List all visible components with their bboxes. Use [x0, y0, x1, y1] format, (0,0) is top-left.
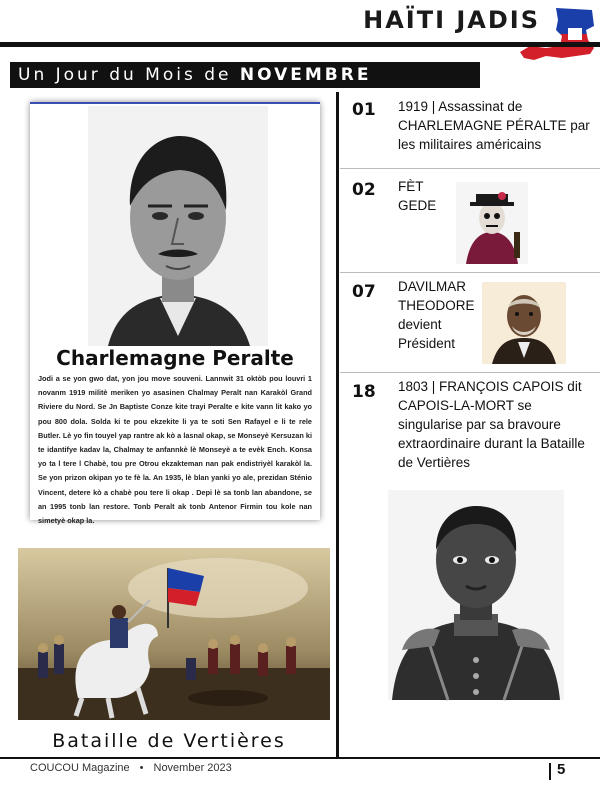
event-separator: [340, 372, 600, 373]
article-title: Charlemagne Peralte: [56, 346, 294, 370]
event-text-07: DAVILMAR THEODORE devient Président: [398, 279, 475, 351]
event-text-01: 1919 | Assassinat de CHARLEMAGNE PÉRALTE par les militaires américains: [398, 99, 590, 152]
peralte-portrait-image: [88, 106, 268, 346]
page-number: 5: [557, 761, 566, 778]
footer-issue: November 2023: [153, 762, 232, 774]
column-divider: [336, 92, 339, 758]
banner-month: NOVEMBRE: [239, 65, 372, 85]
footer-magazine: COUCOU Magazine: [30, 762, 130, 774]
davilmar-theodore-portrait: [482, 282, 566, 364]
francois-capois-portrait: [388, 490, 564, 700]
footer-rule: [0, 757, 600, 759]
event-text-18: 1803 | FRANÇOIS CAPOIS dit CAPOIS-LA-MORT se singularise par sa bravoure extraordinaire durant la Bataille de Vertières: [398, 379, 585, 470]
fet-gede-image: [456, 182, 528, 264]
event-separator: [340, 272, 600, 273]
event-separator: [340, 168, 600, 169]
footer-separator: •: [139, 762, 144, 774]
section-banner: [10, 62, 480, 88]
event-day-18: 18: [352, 382, 376, 402]
magazine-brand: HAÏTI JADIS: [363, 6, 540, 34]
header-rule: [0, 42, 600, 47]
event-text-02: FÈT GEDE: [398, 179, 437, 213]
event-day-07: 07: [352, 282, 376, 302]
banner-prefix: Un Jour du Mois de: [18, 65, 240, 85]
battle-caption: Bataille de Vertières: [52, 730, 286, 752]
battle-painting-image: [18, 548, 330, 720]
event-day-02: 02: [352, 180, 376, 200]
card-top-rule: [30, 102, 320, 104]
peralte-article-card: [30, 102, 320, 526]
footer-info: [30, 762, 232, 774]
event-day-01: 01: [352, 100, 376, 120]
page-number-bar: [549, 763, 551, 780]
haiti-flag-map-icon: [516, 4, 596, 74]
article-body: Jodi a se yon gwo dat, yon jou move souveni. Lannwit 31 oktòb pou louvri 1 novanm 1919 militè meriken yo asasinen Chalmay Peralt nan Karakòl Grand Riviere du Nord. Se Jn Baptiste Conze kite trayi Peralte e kite vann lit kako yo pou 800 dola. Solda ki te pou ekzekite li ya te soti Sen Rafayel e li te rele Butler. Lè yo fin touyel yap rantre ak kò a lasnal okap, se Monseyè Kersuzan ki te idantifye kadav la, Chalmay te anfannkè lè Monseyè a te evèk Ench. Konsa yo ta l tere l Chabè, tou pre Otrou ekzakteman nan pak endistriyèl karakòl la. Se yon prizon okipan yo te fè la. An 1935, lè blan yanki yo ale, prezidan Sténio Vincent, detere kò a chabè pou tere li okap . Depi lè sa tonb lan abandone, se an 1995 tonb lan restore. Tonb Peralt ak tonb Antenor Firmin tou kole nan simetyè okap la.: [38, 374, 312, 526]
